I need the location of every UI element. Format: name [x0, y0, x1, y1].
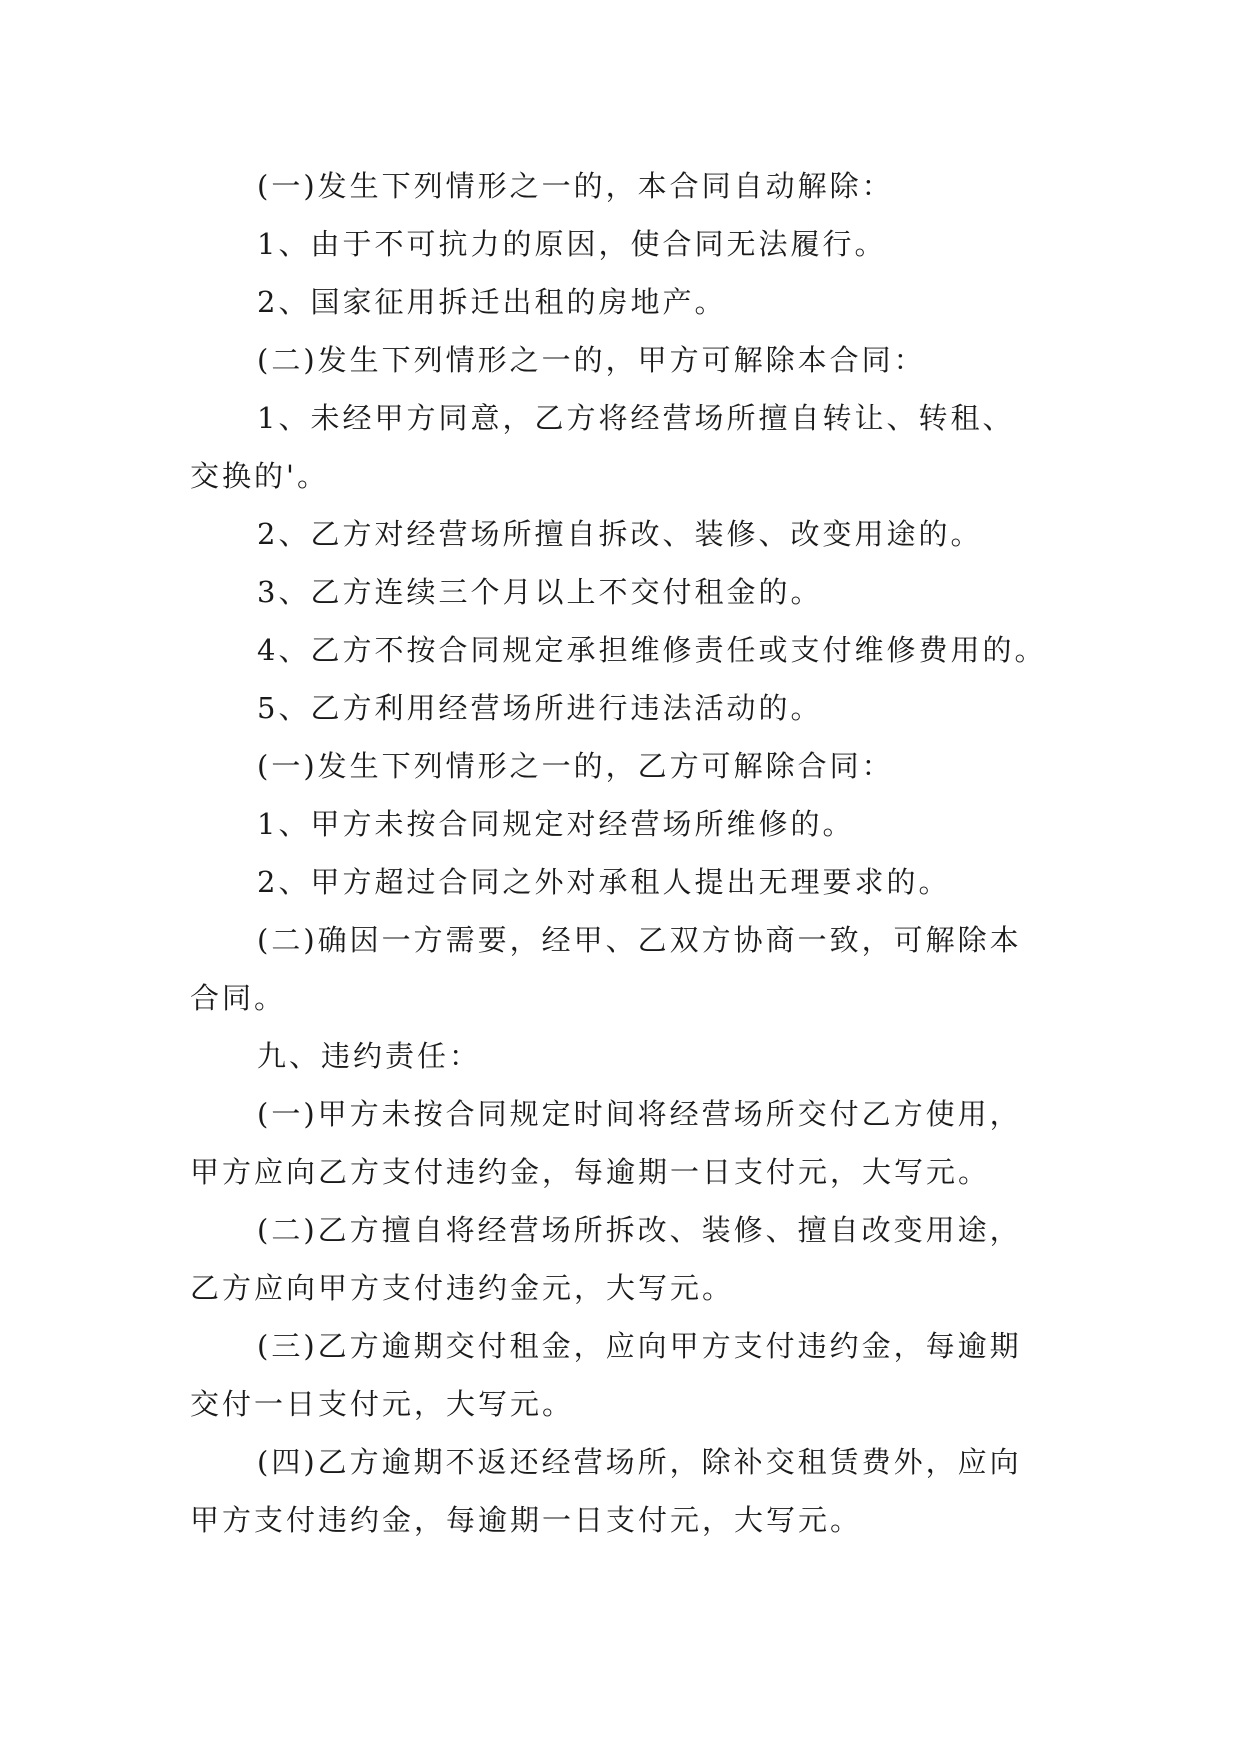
- clause-line: (一)发生下列情形之一的，乙方可解除合同：: [257, 749, 894, 783]
- clause-line: 交付一日支付元，大写元。: [190, 1387, 575, 1421]
- clause-line: 1、未经甲方同意，乙方将经营场所擅自转让、转租、: [257, 401, 1015, 435]
- clause-line: 甲方应向乙方支付违约金，每逾期一日支付元，大写元。: [190, 1155, 991, 1189]
- clause-line: (二)确因一方需要，经甲、乙双方协商一致，可解除本: [257, 923, 1022, 957]
- clause-line: 交换的'。: [190, 459, 329, 493]
- clause-line: (二)乙方擅自将经营场所拆改、装修、擅自改变用途，: [257, 1213, 1022, 1247]
- clause-line: 乙方应向甲方支付违约金元，大写元。: [190, 1271, 735, 1305]
- clause-line: 2、乙方对经营场所擅自拆改、装修、改变用途的。: [257, 517, 983, 551]
- clause-line: (一)发生下列情形之一的，本合同自动解除：: [257, 169, 894, 203]
- clause-line: 合同。: [190, 981, 287, 1015]
- clause-line: 甲方支付违约金，每逾期一日支付元，大写元。: [190, 1503, 863, 1537]
- clause-line: 5、乙方利用经营场所进行违法活动的。: [257, 691, 823, 725]
- clause-line: (四)乙方逾期不返还经营场所，除补交租赁费外，应向: [257, 1445, 1022, 1479]
- clause-line: (二)发生下列情形之一的，甲方可解除本合同：: [257, 343, 926, 377]
- clause-line: (三)乙方逾期交付租金，应向甲方支付违约金，每逾期: [257, 1329, 1022, 1363]
- clause-line: 3、乙方连续三个月以上不交付租金的。: [257, 575, 823, 609]
- clause-line: 2、国家征用拆迁出租的房地产。: [257, 285, 727, 319]
- clause-line: 2、甲方超过合同之外对承租人提出无理要求的。: [257, 865, 951, 899]
- clause-line: 1、甲方未按合同规定对经营场所维修的。: [257, 807, 855, 841]
- section-heading: 九、违约责任：: [257, 1039, 482, 1073]
- clause-line: (一)甲方未按合同规定时间将经营场所交付乙方使用，: [257, 1097, 1022, 1131]
- clause-line: 4、乙方不按合同规定承担维修责任或支付维修费用的。: [257, 633, 1047, 667]
- clause-line: 1、由于不可抗力的原因，使合同无法履行。: [257, 227, 887, 261]
